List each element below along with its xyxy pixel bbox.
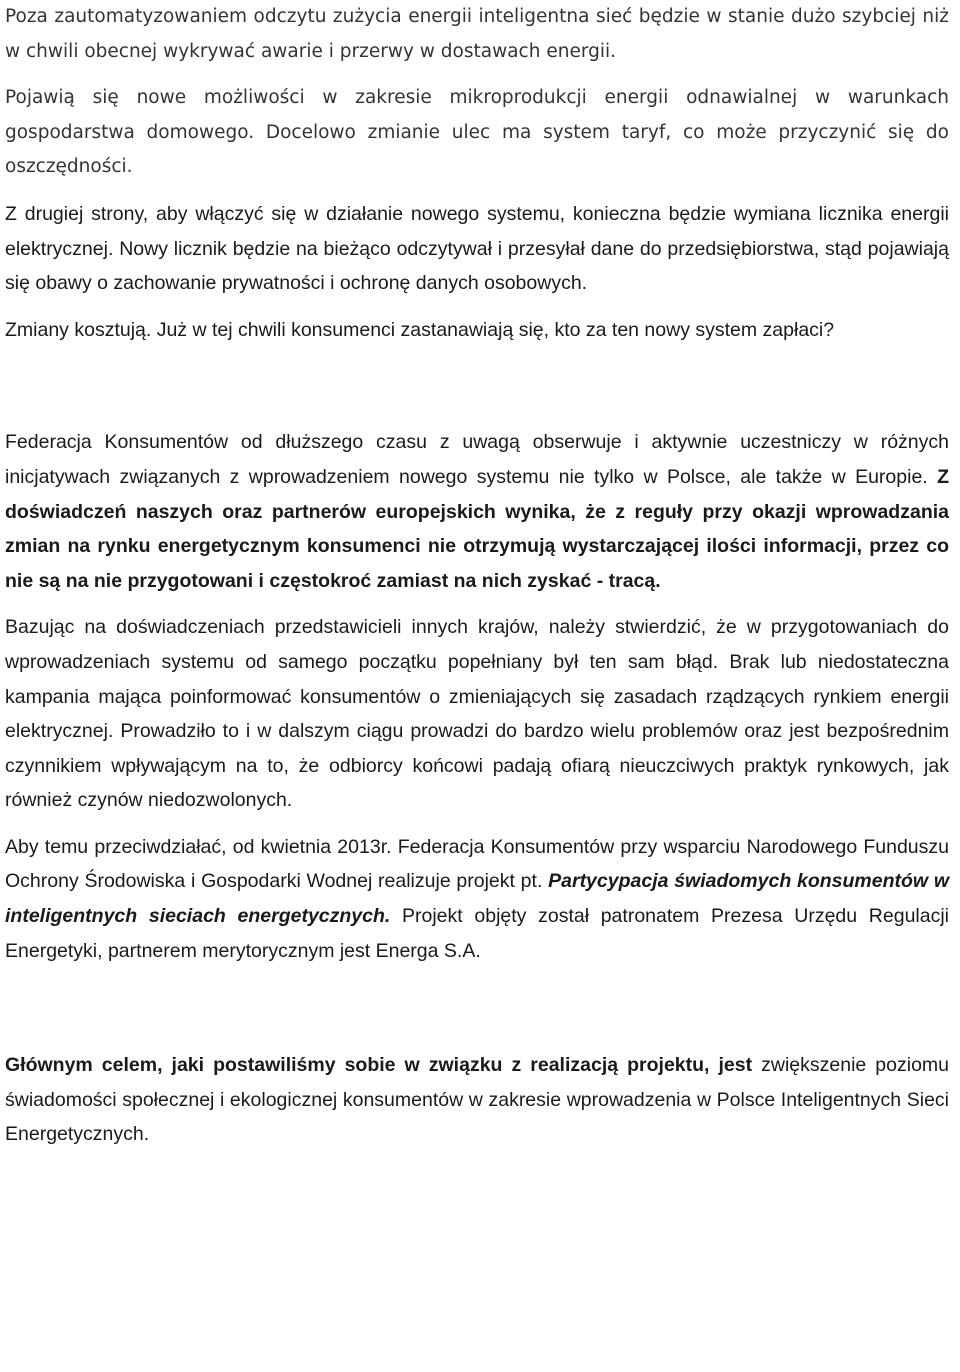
document-page (5, 0, 949, 1152)
project-title: Partycypacja świadomych konsumentów w inteligentnych sieciach energetycznych. (5, 870, 949, 928)
paragraph-failure-detection: Poza zautomatyzowaniem odczytu zużycia energii inteligentna sieć będzie w stanie dużo szybciej niż w chwili obecnej wykrywać awarie i przerwy w dostawach energii. (5, 6, 949, 62)
project-patronage-text: Projekt objęty został patronatem Prezesa Urzędu Regulacji Energetyki, partnerem merytorycznym jest Energa S.A. (5, 905, 949, 962)
paragraph-microproduction: Pojawią się nowe możliwości w zakresie mikroprodukcji energii odnawialnej w warunkach gospodarstwa domowego. Docelowo zmianie ulec ma system taryf, co może przyczynić się do oszczędności. (5, 87, 949, 178)
paragraph-main-goal (5, 1048, 949, 1152)
federation-experience-bold: Z doświadczeń naszych oraz partnerów europejskich wynika, że z reguły przy okazji wprowadzania zmian na rynku energetycznym konsumenci nie otrzymują wystarczającej ilości informacji, przez co nie są na nie przygotowani i częstokroć zamiast na nich zyskać - tracą. (5, 465, 949, 592)
main-goal-text: zwiększenie poziomu świadomości społecznej i ekologicznej konsumentów w zakresie wprowadzenia w Polsce Inteligentnych Sieci Energetycznych. (5, 1054, 949, 1146)
paragraph-project (5, 830, 949, 968)
paragraph-costs: Zmiany kosztują. Już w tej chwili konsumenci zastanawiają się, kto za ten nowy system zapłaci? (5, 318, 835, 341)
paragraph-federation (5, 425, 949, 598)
main-goal-bold: Głównym celem, jaki postawiliśmy sobie w związku z realizacją projektu, jest (5, 1054, 753, 1077)
paragraph-meter-replacement: Z drugiej strony, aby włączyć się w działanie nowego systemu, konieczna będzie wymiana licznika energii elektrycznej. Nowy licznik będzie na bieżąco odczytywał i przesyłał dane do przedsiębiorstwa, stąd pojawiają się obawy o zachowanie prywatności i ochronę danych osobowych. (5, 202, 949, 295)
paragraph-other-countries: Bazując na doświadczeniach przedstawicieli innych krajów, należy stwierdzić, że w przygotowaniach do wprowadzeniach systemu od samego początku popełniany był ten sam błąd. Brak lub niedostateczna kampania mająca poinformować konsumentów o zmieniających się zasadach rządzących rynkiem energii elektrycznej. Prowadziło to i w dalszym ciągu prowadzi do bardzo wielu problemów oraz jest bezpośrednim czynnikiem wpływającym na to, że odbiorcy końcowi padają ofiarą nieuczciwych praktyk rynkowych, jak również czynów niedozwolonych. (5, 616, 949, 812)
project-intro-text: Aby temu przeciwdziałać, od kwietnia 2013r. Federacja Konsumentów przy wsparciu Narodowego Funduszu Ochrony Środowiska i Gospodarki Wodnej realizuje projekt pt. (5, 835, 949, 893)
federation-text: Federacja Konsumentów od dłuższego czasu z uwagą obserwuje i aktywnie uczestniczy w różnych inicjatywach związanych z wprowadzeniem nowego systemu nie tylko w Polsce, ale także w Europie. (5, 431, 949, 488)
